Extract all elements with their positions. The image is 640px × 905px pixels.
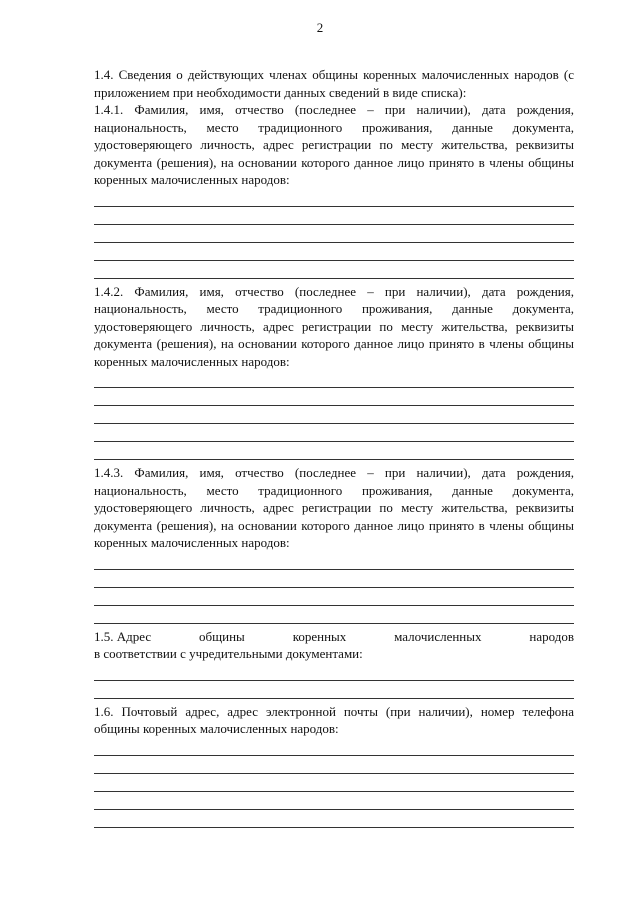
section-1-5-word: общины bbox=[199, 628, 245, 644]
fill-line[interactable] bbox=[94, 755, 574, 756]
fill-line[interactable] bbox=[94, 387, 574, 388]
section-1-4-2-text: 1.4.2. Фамилия, имя, отчество (последнее – при наличии), дата рождения, национальность, место традиционного проживания, данные документа, удостоверяющего личность, адрес регистрации по месту жительства, реквизиты документа (решения), на основании которого данное лицо принято в члены общины коренных малочисленных народов: bbox=[94, 283, 574, 369]
fill-line[interactable] bbox=[94, 260, 574, 261]
fill-line[interactable] bbox=[94, 441, 574, 442]
fill-line[interactable] bbox=[94, 809, 574, 810]
section-1-5-line1 bbox=[94, 628, 574, 646]
fill-line[interactable] bbox=[94, 680, 574, 681]
section-1-4-1 bbox=[94, 101, 574, 279]
section-1-4-1-text: 1.4.1. Фамилия, имя, отчество (последнее – при наличии), дата рождения, национальность, место традиционного проживания, данные документа, удостоверяющего личность, адрес регистрации по месту жительства, реквизиты документа (решения), на основании которого данное лицо принято в члены общины коренных малочисленных народов: bbox=[94, 102, 574, 187]
section-1-5 bbox=[94, 628, 574, 699]
page-number: 2 bbox=[316, 20, 324, 35]
fill-line[interactable] bbox=[94, 423, 574, 424]
fill-line[interactable] bbox=[94, 459, 574, 460]
fill-line[interactable] bbox=[94, 773, 574, 774]
section-1-5-word: малочисленных bbox=[394, 628, 482, 644]
fill-line[interactable] bbox=[94, 224, 574, 225]
section-1-4-3 bbox=[94, 464, 574, 624]
fill-line[interactable] bbox=[94, 587, 574, 588]
section-1-5-word: 1.5. Адрес bbox=[94, 628, 152, 644]
section-1-6-text: 1.6. Почтовый адрес, адрес электронной почты (при наличии), номер телефона общины коренных малочисленных народов: bbox=[94, 703, 574, 736]
fill-line[interactable] bbox=[94, 827, 574, 828]
fill-line[interactable] bbox=[94, 791, 574, 792]
fill-line[interactable] bbox=[94, 206, 574, 207]
fill-line[interactable] bbox=[94, 405, 574, 406]
section-1-5-word: коренных bbox=[292, 628, 347, 644]
fill-line[interactable] bbox=[94, 605, 574, 606]
fill-line[interactable] bbox=[94, 623, 574, 624]
section-1-4-text: 1.4. Сведения о действующих членах общины коренных малочисленных народов (с приложением при необходимости данных сведений в виде списка): bbox=[94, 67, 574, 100]
section-1-6 bbox=[94, 703, 574, 828]
form-content bbox=[94, 66, 574, 828]
section-1-5-line2: в соответствии с учредительными документами: bbox=[94, 646, 363, 661]
section-1-4-2 bbox=[94, 283, 574, 461]
section-1-5-word: народов bbox=[529, 628, 574, 644]
section-1-4-3-text: 1.4.3. Фамилия, имя, отчество (последнее – при наличии), дата рождения, национальность, место традиционного проживания, данные документа, удостоверяющего личность, адрес регистрации по месту жительства, реквизиты документа (решения), на основании которого данное лицо принято в члены общины коренных малочисленных народов: bbox=[94, 465, 574, 550]
fill-line[interactable] bbox=[94, 242, 574, 243]
section-1-4 bbox=[94, 66, 574, 101]
fill-line[interactable] bbox=[94, 569, 574, 570]
fill-line[interactable] bbox=[94, 698, 574, 699]
fill-line[interactable] bbox=[94, 278, 574, 279]
